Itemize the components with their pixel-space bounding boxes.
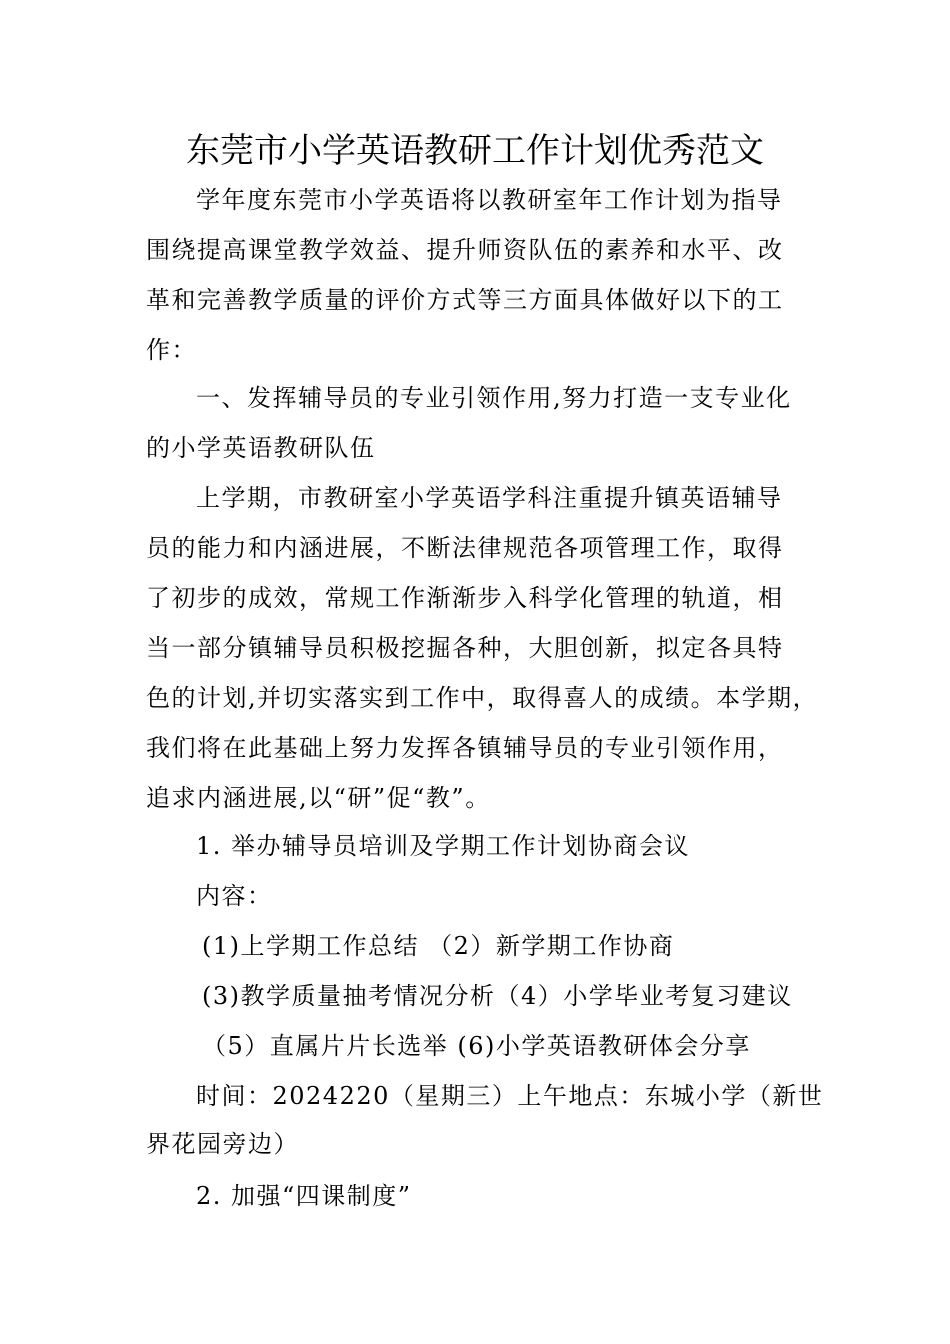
paragraph-line: 我们将在此基础上努力发挥各镇辅导员的专业引领作用，: [146, 734, 784, 762]
list-item-heading: 2. 加强“四课制度”: [196, 1182, 412, 1210]
time-location-line: 时间：2024220（星期三）上午地点：东城小学（新世: [196, 1082, 824, 1110]
paragraph-line: 上学期，市教研室小学英语学科注重提升镇英语辅导: [196, 484, 783, 512]
paragraph-line: 围绕提高课堂教学效益、提升师资队伍的素养和水平、改: [146, 236, 784, 264]
content-item: （5）直属片片长选举 (6)小学英语教研体会分享: [202, 1032, 751, 1060]
paragraph-line: 学年度东莞市小学英语将以教研室年工作计划为指导: [196, 186, 783, 214]
time-location-line: 界花园旁边）: [146, 1130, 299, 1158]
paragraph-line: 作：: [146, 336, 197, 364]
paragraph-line: 色的计划,并切实落实到工作中，取得喜人的成绩。本学期，: [146, 684, 819, 712]
content-item: (1)上学期工作总结 （2）新学期工作协商: [202, 932, 675, 960]
content-item: (3)教学质量抽考情况分析（4）小学毕业考复习建议: [202, 982, 793, 1010]
section-heading: 一、发挥辅导员的专业引领作用,努力打造一支专业化: [196, 384, 792, 412]
section-heading: 的小学英语教研队伍: [146, 434, 376, 462]
paragraph-line: 员的能力和内涵进展，不断法律规范各项管理工作，取得: [146, 534, 784, 562]
paragraph-line: 追求内涵进展,以“研”促“教”。: [146, 784, 491, 812]
document-title: 东莞市小学英语教研工作计划优秀范文: [186, 131, 764, 171]
content-label: 内容：: [196, 882, 273, 910]
paragraph-line: 当一部分镇辅导员积极挖掘各种，大胆创新，拟定各具特: [146, 634, 784, 662]
list-item-heading: 1. 举办辅导员培训及学期工作计划协商会议: [196, 832, 691, 860]
paragraph-line: 革和完善教学质量的评价方式等三方面具体做好以下的工: [146, 286, 784, 314]
paragraph-line: 了初步的成效，常规工作渐渐步入科学化管理的轨道，相: [146, 584, 784, 612]
